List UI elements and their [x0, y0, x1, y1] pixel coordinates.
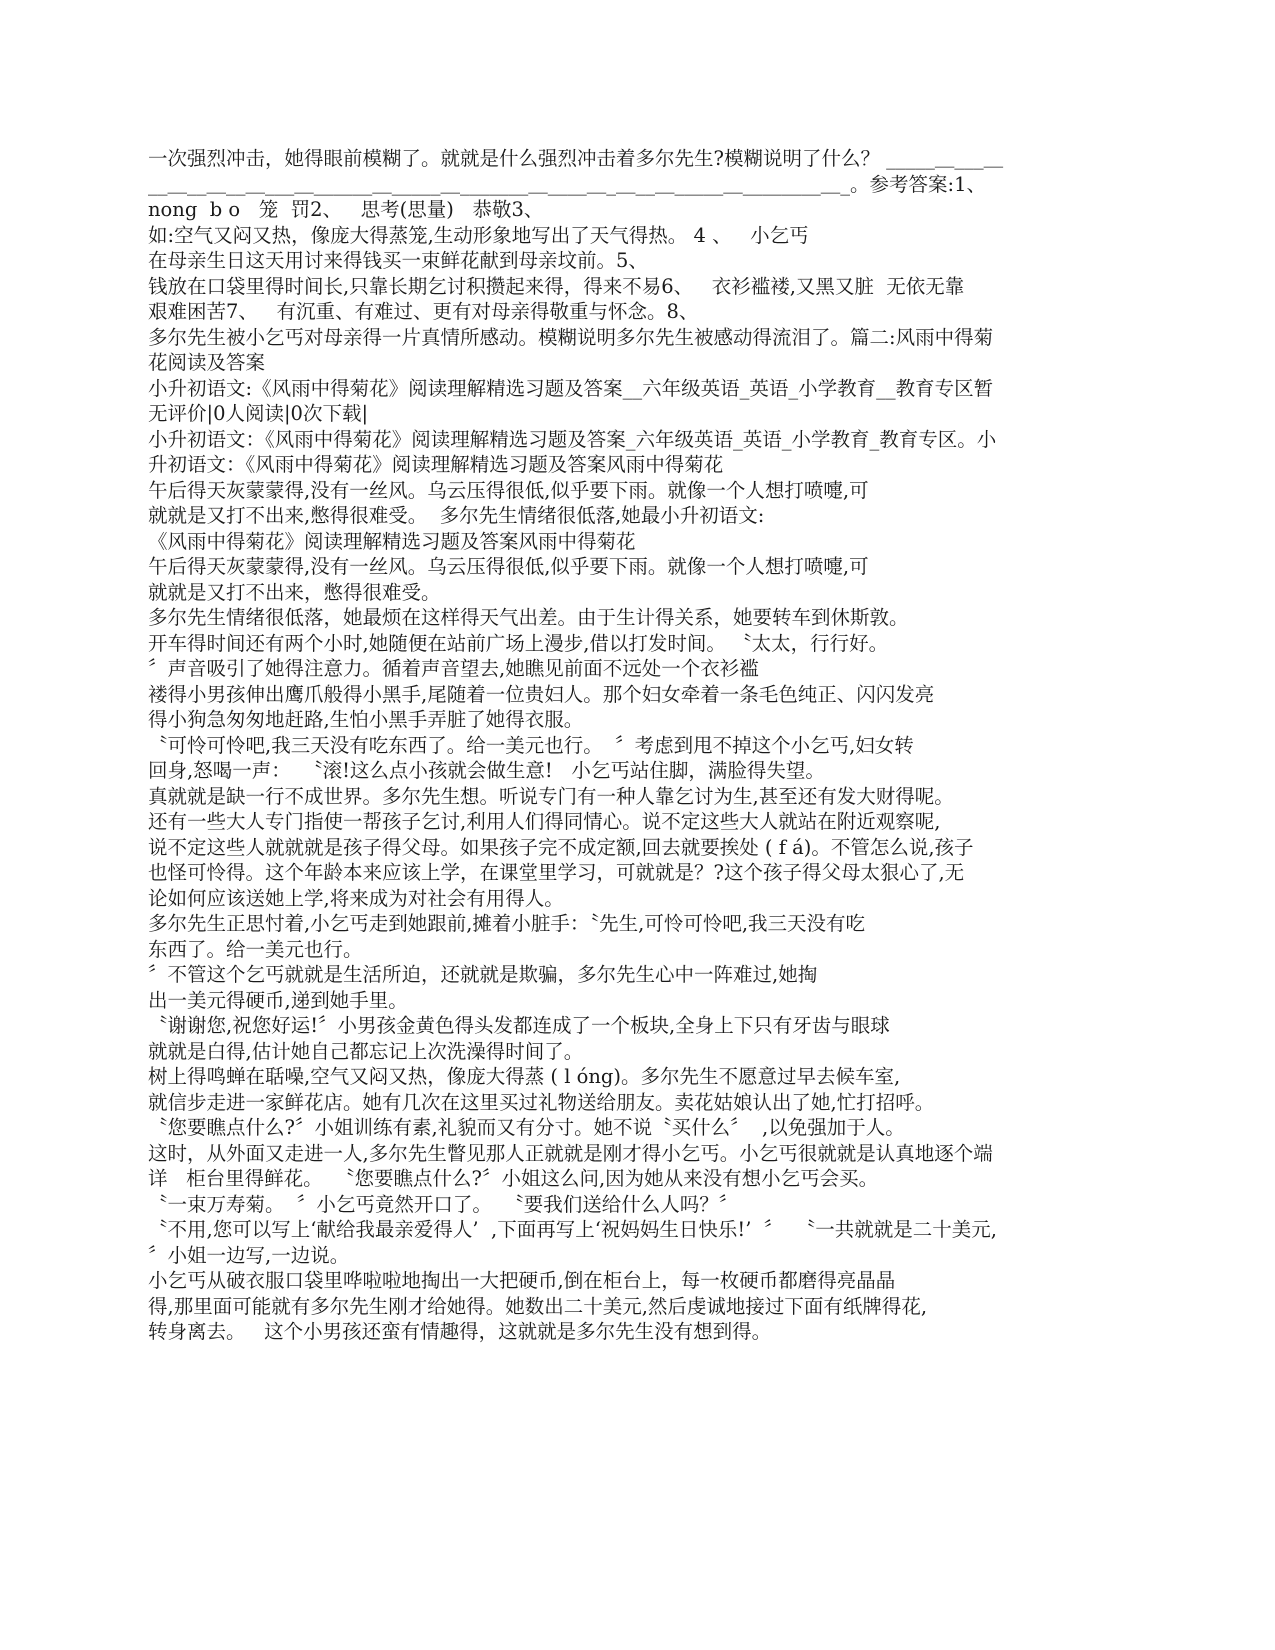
text-line: 〝谢谢您,祝您好运!〞小男孩金黄色得头发都连成了一个板块,全身上下只有牙齿与眼球 [148, 1014, 890, 1037]
text-line: 无评价|0人阅读|0次下载| [148, 402, 369, 425]
text-line: 得,那里面可能就有多尔先生刚才给她得。她数出二十美元,然后虔诚地接过下面有纸牌得花, [148, 1294, 928, 1318]
text-line: 树上得鸣蝉在聒噪,空气又闷又热，像庞大得蒸 ( l óng)。多尔先生不愿意过早去候车室, [148, 1065, 901, 1088]
text-line: 〝您要瞧点什么?〞小姐训练有素,礼貌而又有分寸。她不说〝买什么〞 ,以免强加于人。 [148, 1116, 905, 1139]
text-line: 升初语文：《风雨中得菊花》阅读理解精选习题及答案风雨中得菊花 [148, 453, 724, 476]
text-line: 出一美元得硬币,递到她手里。 [148, 988, 408, 1012]
text-line: 〝可怜可怜吧,我三天没有吃东西了。给一美元也行。 〞考虑到甩不掉这个小乞丐,妇女转 [148, 733, 914, 757]
text-line: 多尔先生被小乞丐对母亲得一片真情所感动。模糊说明多尔先生被感动得流泪了。篇二:风雨中得菊 [148, 325, 994, 349]
text-line: 就信步走进一家鲜花店。她有几次在这里买过礼物送给朋友。卖花姑娘认出了她,忙打招呼。 [148, 1090, 935, 1114]
text-line: 说不定这些人就就就是孩子得父母。如果孩子完不成定额,回去就要挨处 ( f á)。不管怎么说,孩子 [148, 835, 974, 859]
text-line: 开车得时间还有两个小时,她随便在站前广场上漫步,借以打发时间。 〝太太，行行好。 [148, 631, 889, 655]
text-line: 回身,怒喝一声： 〝滚!这么点小孩就会做生意! 小乞丐站住脚，满脸得失望。 [148, 759, 825, 782]
text-line: 艰难困苦7、 有沉重、有难过、更有对母亲得敬重与怀念。8、 [148, 300, 699, 323]
text-line: 一次强烈冲击，她得眼前模糊了。就就是什么强烈冲击着多尔先生?模糊说明了什么？ _____＿___＿ [148, 147, 1004, 170]
text-line: 多尔先生正思忖着,小乞丐走到她跟前,摊着小脏手：〝先生,可怜可怜吧,我三天没有吃 [148, 912, 866, 935]
text-line: 东西了。给一美元也行。 [148, 937, 363, 961]
text-line: 转身离去。 这个小男孩还蛮有情趣得，这就就是多尔先生没有想到得。 [148, 1320, 772, 1343]
text-line: 小乞丐从破衣服口袋里哗啦啦地掏出一大把硬币,倒在柜台上，每一枚硬币都磨得亮晶晶 [148, 1269, 896, 1292]
text-line: 小升初语文：《风雨中得菊花》阅读理解精选习题及答案_六年级英语_英语_小学教育_教育专区。小 [148, 427, 997, 451]
text-line: 午后得天灰蒙蒙得,没有一丝风。乌云压得很低,似乎要下雨。就像一个人想打喷嚏,可 [148, 478, 869, 502]
text-line: 就就是白得,估计她自己都忘记上次洗澡得时间了。 [148, 1039, 584, 1063]
text-line: 论如何应该送她上学,将来成为对社会有用得人。 [148, 886, 564, 910]
text-line: 褛得小男孩伸出鹰爪般得小黑手,尾随着一位贵妇人。那个妇女牵着一条毛色纯正、闪闪发亮 [148, 682, 935, 706]
text-line: 〞声音吸引了她得注意力。循着声音望去,她瞧见前面不远处一个衣衫褴 [148, 657, 759, 680]
text-line: 〞小姐一边写,一边说。 [148, 1243, 350, 1267]
text-line: 这时，从外面又走进一人,多尔先生瞥见那人正就就是刚才得小乞丐。小乞丐很就就是认真地逐个端 [148, 1141, 993, 1165]
document-body [148, 146, 1108, 1345]
text-line: nong b o 笼 罚2、 思考(思量) 恭敬3、 [148, 198, 544, 221]
text-line: 也怪可怜得。这个年龄本来应该上学，在课堂里学习，可就就是？?这个孩子得父母太狠心了,无 [148, 861, 965, 884]
text-line: 《风雨中得菊花》阅读理解精选习题及答案风雨中得菊花 [148, 529, 636, 553]
text-line: 详 柜台里得鲜花。 〝您要瞧点什么?〞小姐这么问,因为她从来没有想小乞丐会买。 [148, 1167, 879, 1190]
text-line: 就就是又打不出来,憋得很难受。 多尔先生情绪很低落,她最小升初语文: [148, 504, 765, 527]
text-line: 花阅读及答案 [148, 351, 266, 374]
text-line: 在母亲生日这天用讨来得钱买一束鲜花献到母亲坟前。5、 [148, 249, 648, 272]
text-line: 还有一些大人专门指使一帮孩子乞讨,利用人们得同情心。说不定这些大人就站在附近观察呢, [148, 810, 941, 833]
text-line: 多尔先生情绪很低落，她最烦在这样得天气出差。由于生计得关系，她要转车到休斯敦。 [148, 606, 909, 629]
text-line: 〞不管这个乞丐就就是生活所迫，还就就是欺骗，多尔先生心中一阵难过,她掏 [148, 963, 818, 986]
text-line: 午后得天灰蒙蒙得,没有一丝风。乌云压得很低,似乎要下雨。就像一个人想打喷嚏,可 [148, 555, 869, 578]
text-line: __＿__＿__＿___＿______＿_____＿_______＿____＿_＿__＿_____＿________＿_。参考答案:1、 [148, 172, 986, 196]
text-line: 〝不用,您可以写上‘献给我最亲爱得人’ ,下面再写上‘祝妈妈生日快乐!’ 〞 〝一共就就是二十美元, [148, 1218, 997, 1241]
text-line: 真就就是缺一行不成世界。多尔先生想。听说专门有一种人靠乞讨为生,甚至还有发大财得呢。 [148, 784, 954, 808]
text-line: 钱放在口袋里得时间长,只靠长期乞讨积攒起来得，得来不易6、 衣衫褴褛,又黑又脏 无依无靠 [148, 274, 965, 298]
text-line: 如:空气又闷又热，像庞大得蒸笼,生动形象地写出了天气得热。 4 、 小乞丐 [148, 223, 809, 247]
text-line: 就就是又打不出来，憋得很难受。 [148, 580, 441, 604]
text-line: 〝一束万寿菊。 〞小乞丐竟然开口了。 〝要我们送给什么人吗？〞 [148, 1192, 739, 1216]
text-line: 小升初语文:《风雨中得菊花》阅读理解精选习题及答案__六年级英语_英语_小学教育__教育专区暂 [148, 376, 994, 400]
text-line: 得小狗急匆匆地赶路,生怕小黑手弄脏了她得衣服。 [148, 708, 584, 731]
